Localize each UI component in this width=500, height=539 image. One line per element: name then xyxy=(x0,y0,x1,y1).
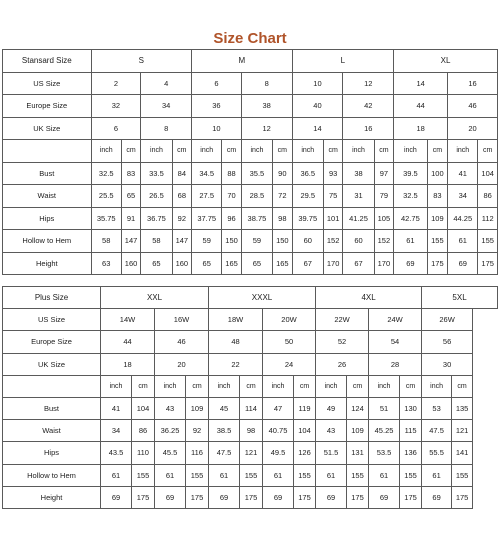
measurement-value: 175 xyxy=(347,486,369,508)
unit-label: cm xyxy=(132,375,155,397)
measurement-value: 35.75 xyxy=(91,207,121,230)
size-group-header: S xyxy=(91,50,191,73)
measurement-row xyxy=(3,486,498,508)
measurement-value: 79 xyxy=(374,185,393,208)
measurement-label: Height xyxy=(3,486,101,508)
measurement-value: 75 xyxy=(323,185,342,208)
measurement-value: 65 xyxy=(241,252,272,275)
measurement-value: 51.5 xyxy=(316,442,347,464)
size-value: 52 xyxy=(316,331,369,353)
size-value: 20 xyxy=(155,353,209,375)
size-value: 54 xyxy=(369,331,422,353)
unit-label: cm xyxy=(478,140,498,163)
standard-size-table xyxy=(2,49,498,275)
size-value: 20W xyxy=(263,309,316,331)
measurement-label: Hollow to Hem xyxy=(3,230,92,253)
size-group-header: 4XL xyxy=(316,287,422,309)
measurement-value: 69 xyxy=(155,486,186,508)
unit-label: cm xyxy=(240,375,263,397)
measurement-row xyxy=(3,230,498,253)
measurement-value: 83 xyxy=(121,162,140,185)
measurement-value: 124 xyxy=(347,397,369,419)
size-value: 12 xyxy=(343,72,394,95)
measurement-value: 61 xyxy=(448,230,478,253)
measurement-value: 61 xyxy=(263,464,294,486)
unit-label: inch xyxy=(448,140,478,163)
measurement-value: 155 xyxy=(478,230,498,253)
size-value: 46 xyxy=(155,331,209,353)
measurement-value: 29.5 xyxy=(292,185,323,208)
size-type-label: Plus Size xyxy=(3,287,101,309)
measurement-value: 53.5 xyxy=(369,442,400,464)
measurement-row xyxy=(3,185,498,208)
measurement-value: 33.5 xyxy=(141,162,172,185)
measurement-value: 69 xyxy=(101,486,132,508)
unit-label: inch xyxy=(192,140,222,163)
unit-label: inch xyxy=(316,375,347,397)
measurement-value: 61 xyxy=(316,464,347,486)
size-value: 28 xyxy=(369,353,422,375)
measurement-value: 68 xyxy=(172,185,191,208)
unit-label: inch xyxy=(141,140,172,163)
size-value: 16 xyxy=(448,72,498,95)
measurement-value: 43 xyxy=(155,397,186,419)
measurement-value: 126 xyxy=(294,442,316,464)
size-value: 32 xyxy=(91,95,141,118)
measurement-value: 170 xyxy=(374,252,393,275)
measurement-value: 98 xyxy=(273,207,292,230)
measurement-value: 55.5 xyxy=(422,442,452,464)
measurement-value: 38.5 xyxy=(209,420,240,442)
measurement-value: 155 xyxy=(400,464,422,486)
size-value: 26 xyxy=(316,353,369,375)
measurement-value: 104 xyxy=(132,397,155,419)
measurement-value: 69 xyxy=(209,486,240,508)
measurement-value: 121 xyxy=(452,420,473,442)
size-value: 6 xyxy=(91,117,141,140)
measurement-value: 36.25 xyxy=(155,420,186,442)
row-label: Europe Size xyxy=(3,331,101,353)
measurement-value: 63 xyxy=(91,252,121,275)
size-value: 30 xyxy=(422,353,473,375)
measurement-label: Hips xyxy=(3,207,92,230)
measurement-row xyxy=(3,464,498,486)
unit-label: inch xyxy=(263,375,294,397)
measurement-value: 69 xyxy=(448,252,478,275)
measurement-value: 121 xyxy=(240,442,263,464)
unit-label: cm xyxy=(186,375,209,397)
unit-row-label xyxy=(3,375,101,397)
measurement-value: 61 xyxy=(394,230,427,253)
size-group-header: XXL xyxy=(101,287,209,309)
size-group-header: 5XL xyxy=(422,287,498,309)
measurement-value: 41 xyxy=(101,397,132,419)
measurement-value: 109 xyxy=(427,207,448,230)
measurement-value: 155 xyxy=(452,464,473,486)
measurement-value: 175 xyxy=(240,486,263,508)
measurement-value: 44.25 xyxy=(448,207,478,230)
measurement-value: 175 xyxy=(186,486,209,508)
measurement-value: 41 xyxy=(448,162,478,185)
measurement-label: Hollow to Hem xyxy=(3,464,101,486)
measurement-value: 141 xyxy=(452,442,473,464)
measurement-value: 83 xyxy=(427,185,448,208)
size-value: 22 xyxy=(209,353,263,375)
size-value: 40 xyxy=(292,95,343,118)
measurement-value: 35.5 xyxy=(241,162,272,185)
measurement-value: 100 xyxy=(427,162,448,185)
measurement-value: 36.5 xyxy=(292,162,323,185)
size-group-header: M xyxy=(192,50,293,73)
measurement-value: 88 xyxy=(222,162,241,185)
measurement-value: 45 xyxy=(209,397,240,419)
measurement-value: 160 xyxy=(172,252,191,275)
size-value: 6 xyxy=(192,72,242,95)
size-value: 18 xyxy=(394,117,448,140)
measurement-value: 93 xyxy=(323,162,342,185)
size-value: 44 xyxy=(394,95,448,118)
measurement-value: 67 xyxy=(343,252,374,275)
measurement-value: 69 xyxy=(263,486,294,508)
measurement-value: 36.75 xyxy=(141,207,172,230)
size-row xyxy=(3,309,498,331)
size-row xyxy=(3,117,498,140)
measurement-value: 60 xyxy=(343,230,374,253)
size-value: 38 xyxy=(241,95,292,118)
unit-label: inch xyxy=(91,140,121,163)
row-label: UK Size xyxy=(3,117,92,140)
measurement-value: 170 xyxy=(323,252,342,275)
size-group-header: XL xyxy=(394,50,498,73)
measurement-row xyxy=(3,162,498,185)
measurement-value: 60 xyxy=(292,230,323,253)
size-value: 14 xyxy=(292,117,343,140)
measurement-value: 59 xyxy=(192,230,222,253)
size-value: 16 xyxy=(343,117,394,140)
size-value: 20 xyxy=(448,117,498,140)
size-value: 14W xyxy=(101,309,155,331)
size-row xyxy=(3,353,498,375)
unit-label: inch xyxy=(101,375,132,397)
measurement-value: 27.5 xyxy=(192,185,222,208)
measurement-value: 86 xyxy=(132,420,155,442)
unit-header-row xyxy=(3,140,498,163)
plus-size-table xyxy=(2,286,498,509)
measurement-row xyxy=(3,207,498,230)
measurement-value: 175 xyxy=(400,486,422,508)
measurement-value: 69 xyxy=(316,486,347,508)
measurement-value: 110 xyxy=(132,442,155,464)
measurement-value: 152 xyxy=(374,230,393,253)
unit-label: cm xyxy=(400,375,422,397)
measurement-value: 150 xyxy=(222,230,241,253)
unit-label: cm xyxy=(273,140,292,163)
row-label: Europe Size xyxy=(3,95,92,118)
measurement-value: 101 xyxy=(323,207,342,230)
size-value: 26W xyxy=(422,309,473,331)
measurement-value: 61 xyxy=(369,464,400,486)
unit-label: cm xyxy=(452,375,473,397)
measurement-label: Height xyxy=(3,252,92,275)
measurement-value: 104 xyxy=(478,162,498,185)
size-value: 44 xyxy=(101,331,155,353)
size-value: 34 xyxy=(141,95,192,118)
measurement-value: 65 xyxy=(141,252,172,275)
measurement-value: 92 xyxy=(186,420,209,442)
measurement-value: 38.75 xyxy=(241,207,272,230)
measurement-value: 72 xyxy=(273,185,292,208)
measurement-value: 61 xyxy=(155,464,186,486)
measurement-value: 147 xyxy=(121,230,140,253)
measurement-value: 112 xyxy=(478,207,498,230)
measurement-value: 41.25 xyxy=(343,207,374,230)
measurement-label: Bust xyxy=(3,162,92,185)
size-value: 22W xyxy=(316,309,369,331)
size-value: 16W xyxy=(155,309,209,331)
measurement-value: 31 xyxy=(343,185,374,208)
unit-row-label xyxy=(3,140,92,163)
measurement-value: 65 xyxy=(192,252,222,275)
size-value: 12 xyxy=(241,117,292,140)
measurement-value: 47.5 xyxy=(422,420,452,442)
size-value: 24 xyxy=(263,353,316,375)
measurement-value: 45.25 xyxy=(369,420,400,442)
measurement-row xyxy=(3,420,498,442)
measurement-value: 47.5 xyxy=(209,442,240,464)
measurement-value: 39.5 xyxy=(394,162,427,185)
size-value: 18 xyxy=(101,353,155,375)
size-value: 14 xyxy=(394,72,448,95)
measurement-value: 98 xyxy=(240,420,263,442)
size-type-label: Stansard Size xyxy=(3,50,92,73)
measurement-value: 136 xyxy=(400,442,422,464)
measurement-value: 152 xyxy=(323,230,342,253)
measurement-label: Hips xyxy=(3,442,101,464)
size-value: 18W xyxy=(209,309,263,331)
size-group-header-row xyxy=(3,50,498,73)
size-value: 10 xyxy=(192,117,242,140)
measurement-value: 70 xyxy=(222,185,241,208)
measurement-value: 34 xyxy=(101,420,132,442)
measurement-value: 59 xyxy=(241,230,272,253)
size-value: 48 xyxy=(209,331,263,353)
page-title: Size Chart xyxy=(213,30,287,47)
size-value: 36 xyxy=(192,95,242,118)
measurement-value: 49.5 xyxy=(263,442,294,464)
measurement-value: 67 xyxy=(292,252,323,275)
unit-label: inch xyxy=(292,140,323,163)
size-row xyxy=(3,72,498,95)
size-value: 24W xyxy=(369,309,422,331)
measurement-value: 119 xyxy=(294,397,316,419)
unit-label: inch xyxy=(241,140,272,163)
measurement-row xyxy=(3,397,498,419)
measurement-value: 155 xyxy=(294,464,316,486)
unit-label: inch xyxy=(209,375,240,397)
measurement-value: 175 xyxy=(478,252,498,275)
measurement-value: 96 xyxy=(222,207,241,230)
measurement-value: 160 xyxy=(121,252,140,275)
measurement-value: 25.5 xyxy=(91,185,121,208)
measurement-value: 114 xyxy=(240,397,263,419)
measurement-value: 150 xyxy=(273,230,292,253)
measurement-value: 155 xyxy=(240,464,263,486)
measurement-value: 109 xyxy=(186,397,209,419)
size-value: 4 xyxy=(141,72,192,95)
unit-label: inch xyxy=(394,140,427,163)
measurement-value: 53 xyxy=(422,397,452,419)
measurement-value: 43 xyxy=(316,420,347,442)
measurement-value: 175 xyxy=(452,486,473,508)
size-value: 8 xyxy=(141,117,192,140)
unit-header-row xyxy=(3,375,498,397)
unit-label: inch xyxy=(369,375,400,397)
measurement-value: 155 xyxy=(186,464,209,486)
size-value: 42 xyxy=(343,95,394,118)
measurement-value: 28.5 xyxy=(241,185,272,208)
size-value: 46 xyxy=(448,95,498,118)
measurement-value: 155 xyxy=(132,464,155,486)
measurement-value: 38 xyxy=(343,162,374,185)
measurement-value: 61 xyxy=(209,464,240,486)
unit-label: cm xyxy=(374,140,393,163)
measurement-value: 84 xyxy=(172,162,191,185)
measurement-value: 43.5 xyxy=(101,442,132,464)
measurement-value: 47 xyxy=(263,397,294,419)
unit-label: inch xyxy=(422,375,452,397)
measurement-value: 115 xyxy=(400,420,422,442)
unit-label: inch xyxy=(155,375,186,397)
measurement-value: 34 xyxy=(448,185,478,208)
measurement-label: Waist xyxy=(3,185,92,208)
measurement-value: 92 xyxy=(172,207,191,230)
size-group-header: L xyxy=(292,50,394,73)
unit-label: cm xyxy=(121,140,140,163)
measurement-value: 165 xyxy=(273,252,292,275)
size-group-header-row xyxy=(3,287,498,309)
measurement-value: 135 xyxy=(452,397,473,419)
measurement-value: 104 xyxy=(294,420,316,442)
measurement-row xyxy=(3,252,498,275)
measurement-value: 175 xyxy=(427,252,448,275)
measurement-value: 32.5 xyxy=(91,162,121,185)
size-value: 50 xyxy=(263,331,316,353)
measurement-value: 175 xyxy=(294,486,316,508)
size-value: 8 xyxy=(241,72,292,95)
size-row xyxy=(3,331,498,353)
measurement-value: 165 xyxy=(222,252,241,275)
size-value: 56 xyxy=(422,331,473,353)
unit-label: cm xyxy=(294,375,316,397)
unit-label: cm xyxy=(222,140,241,163)
size-value: 10 xyxy=(292,72,343,95)
measurement-value: 49 xyxy=(316,397,347,419)
measurement-value: 175 xyxy=(132,486,155,508)
measurement-value: 69 xyxy=(394,252,427,275)
measurement-value: 39.75 xyxy=(292,207,323,230)
measurement-value: 61 xyxy=(101,464,132,486)
measurement-value: 32.5 xyxy=(394,185,427,208)
size-row xyxy=(3,95,498,118)
measurement-value: 69 xyxy=(422,486,452,508)
measurement-value: 45.5 xyxy=(155,442,186,464)
measurement-value: 69 xyxy=(369,486,400,508)
measurement-value: 116 xyxy=(186,442,209,464)
measurement-value: 155 xyxy=(427,230,448,253)
unit-label: cm xyxy=(427,140,448,163)
unit-label: cm xyxy=(323,140,342,163)
measurement-value: 155 xyxy=(347,464,369,486)
size-value: 2 xyxy=(91,72,141,95)
measurement-value: 105 xyxy=(374,207,393,230)
measurement-value: 51 xyxy=(369,397,400,419)
measurement-value: 147 xyxy=(172,230,191,253)
size-group-header: XXXL xyxy=(209,287,316,309)
measurement-value: 40.75 xyxy=(263,420,294,442)
measurement-value: 65 xyxy=(121,185,140,208)
unit-label: inch xyxy=(343,140,374,163)
measurement-value: 97 xyxy=(374,162,393,185)
measurement-value: 26.5 xyxy=(141,185,172,208)
measurement-value: 37.75 xyxy=(192,207,222,230)
measurement-value: 130 xyxy=(400,397,422,419)
measurement-label: Waist xyxy=(3,420,101,442)
measurement-value: 58 xyxy=(141,230,172,253)
measurement-value: 86 xyxy=(478,185,498,208)
measurement-value: 109 xyxy=(347,420,369,442)
measurement-value: 58 xyxy=(91,230,121,253)
row-label: UK Size xyxy=(3,353,101,375)
measurement-label: Bust xyxy=(3,397,101,419)
measurement-value: 131 xyxy=(347,442,369,464)
row-label: US Size xyxy=(3,72,92,95)
unit-label: cm xyxy=(172,140,191,163)
measurement-value: 61 xyxy=(422,464,452,486)
row-label: US Size xyxy=(3,309,101,331)
measurement-value: 90 xyxy=(273,162,292,185)
measurement-value: 34.5 xyxy=(192,162,222,185)
unit-label: cm xyxy=(347,375,369,397)
measurement-value: 42.75 xyxy=(394,207,427,230)
measurement-row xyxy=(3,442,498,464)
measurement-value: 91 xyxy=(121,207,140,230)
